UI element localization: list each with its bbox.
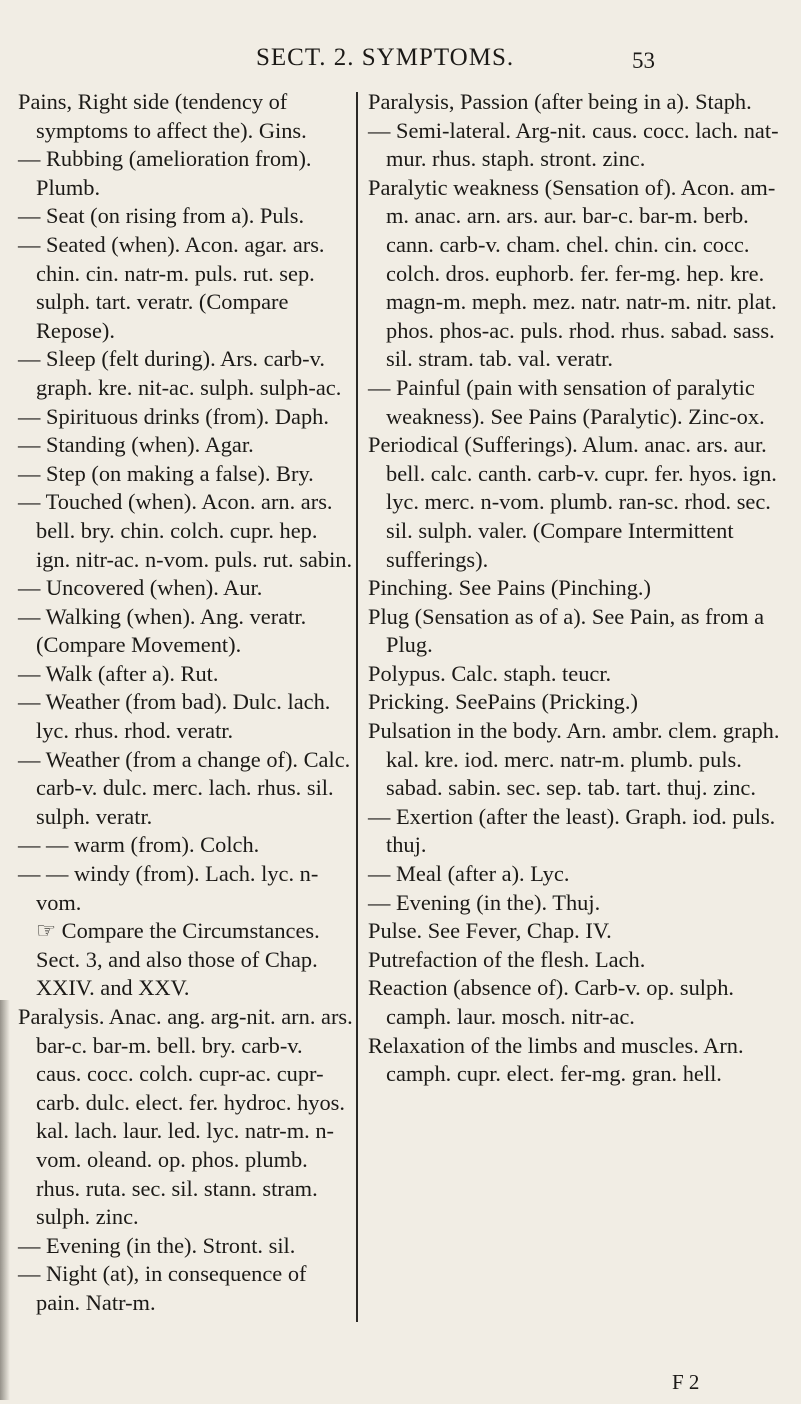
entry-warm: — — warm (from). Colch. <box>18 832 260 858</box>
entry-seat: — Seat (on rising from a). Puls. <box>18 203 305 229</box>
page-edge-shadow <box>0 1000 10 1400</box>
entry-meal: — Meal (after a). Lyc. <box>368 861 570 887</box>
entry-pains-right-side: Pains, Right side (tendency of symptoms to affect the). Gins. <box>18 89 307 143</box>
entry-night: — Night (at), in consequence of pain. Natr-m. <box>18 1261 307 1315</box>
entry-walk: — Walk (after a). Rut. <box>18 660 219 686</box>
entry-paralytic: Paralytic weakness (Sensation of). Acon. am-m. anac. arn. ars. aur. bar-c. bar-m. berb. cann. carb-v. cham. chel. chin. cin. cocc. colch. dros. euphorb. fer. fer-mg. hep. kre. magn-m. meph. mez. natr. natr-m. nitr. plat. phos. phos-ac. puls. rhod. rhus. sabad. sass. sil. stram. tab. val. veratr. <box>368 174 777 372</box>
entry-touched: — Touched (when). Acon. arn. ars. bell. bry. chin. colch. cupr. hep. ign. nitr-ac. n-vom. puls. rut. sabin. <box>18 489 353 572</box>
entry-painful: — Painful (pain with sensation of paralytic weakness). See Pains (Paralytic). Zinc-ox. <box>368 374 765 429</box>
entry-evening-right: — Evening (in the). Thuj. <box>368 889 601 915</box>
column-rule <box>356 92 358 1322</box>
entry-rubbing: — Rubbing (amelioration from). Plumb. <box>18 146 312 200</box>
entry-pulsation: Pulsation in the body. Arn. ambr. clem. graph. kal. kre. iod. merc. natr-m. plumb. puls. sabad. sabin. sec. sep. tab. tart. thuj. zinc. <box>368 718 780 801</box>
entry-pulse: Pulse. See Fever, Chap. IV. <box>368 918 612 944</box>
entry-evening: — Evening (in the). Stront. sil. <box>18 1232 296 1258</box>
entry-weather-change: — Weather (from a change of). Calc. carb-v. dulc. merc. lach. rhus. sil. sulph. veratr. <box>18 746 351 829</box>
entry-standing: — Standing (when). Agar. <box>18 432 254 458</box>
page-number: 53 <box>632 48 655 73</box>
entry-step: — Step (on making a false). Bry. <box>18 460 314 486</box>
entry-exertion: — Exertion (after the least). Graph. iod. puls. thuj. <box>368 803 776 858</box>
entry-periodical: Periodical (Sufferings). Alum. anac. ars. aur. bell. calc. canth. carb-v. cupr. fer. hyos. ign. lyc. merc. n-vom. plumb. ran-sc. rhod. sec. sil. sulph. valer. (Compare Intermittent sufferings). <box>368 432 777 572</box>
entry-windy: — — windy (from). Lach. lyc. n-vom. <box>18 861 319 915</box>
page-header <box>0 22 801 73</box>
entry-seated: — Seated (when). Acon. agar. ars. chin. cin. natr-m. puls. rut. sep. sulph. tart. veratr. (Compare Repose). <box>18 231 325 343</box>
right-column <box>368 88 788 1089</box>
running-head: SECT. 2. SYMPTOMS. <box>256 44 515 71</box>
entry-putrefaction: Putrefaction of the flesh. Lach. <box>368 946 646 972</box>
entry-semi-lateral: — Semi-lateral. Arg-nit. caus. cocc. lach. nat-mur. rhus. staph. stront. zinc. <box>368 117 779 172</box>
entry-pricking: Pricking. SeePains (Pricking.) <box>368 689 638 715</box>
entry-paralysis-passion: Paralysis, Passion (after being in a). Staph. <box>368 89 752 114</box>
entry-paralysis: Paralysis. Anac. ang. arg-nit. arn. ars. bar-c. bar-m. bell. bry. carb-v. caus. cocc. colch. cupr-ac. cupr-carb. dulc. elect. fer. hydroc. hyos. kal. lach. laur. led. lyc. natr-m. n-vom. oleand. op. phos. plumb. rhus. ruta. sec. sil. stann. stram. sulph. zinc. <box>18 1004 353 1230</box>
entry-uncovered: — Uncovered (when). Aur. <box>18 575 263 601</box>
entry-weather-bad: — Weather (from bad). Dulc. lach. lyc. rhus. rhod. veratr. <box>18 689 331 744</box>
entry-pinching: Pinching. See Pains (Pinching.) <box>368 575 651 601</box>
entry-sleep: — Sleep (felt during). Ars. carb-v. graph. kre. nit-ac. sulph. sulph-ac. <box>18 346 342 400</box>
entry-polypus: Polypus. Calc. staph. teucr. <box>368 660 612 686</box>
entry-compare-note: ☞ Compare the Circumstances. Sect. 3, and also those of Chap. XXIV. and XXV. <box>36 918 320 1001</box>
entry-reaction: Reaction (absence of). Carb-v. op. sulph. camph. laur. mosch. nitr-ac. <box>368 975 735 1029</box>
entry-spirituous: — Spirituous drinks (from). Daph. <box>18 403 329 429</box>
entry-relaxation: Relaxation of the limbs and muscles. Arn. camph. cupr. elect. fer-mg. gran. hell. <box>368 1032 744 1087</box>
left-column <box>18 88 353 1318</box>
entry-plug: Plug (Sensation as of a). See Pain, as from a Plug. <box>368 603 765 658</box>
entry-walking: — Walking (when). Ang. veratr. (Compare Movement). <box>18 603 307 658</box>
signature-mark: F 2 <box>672 1370 700 1394</box>
